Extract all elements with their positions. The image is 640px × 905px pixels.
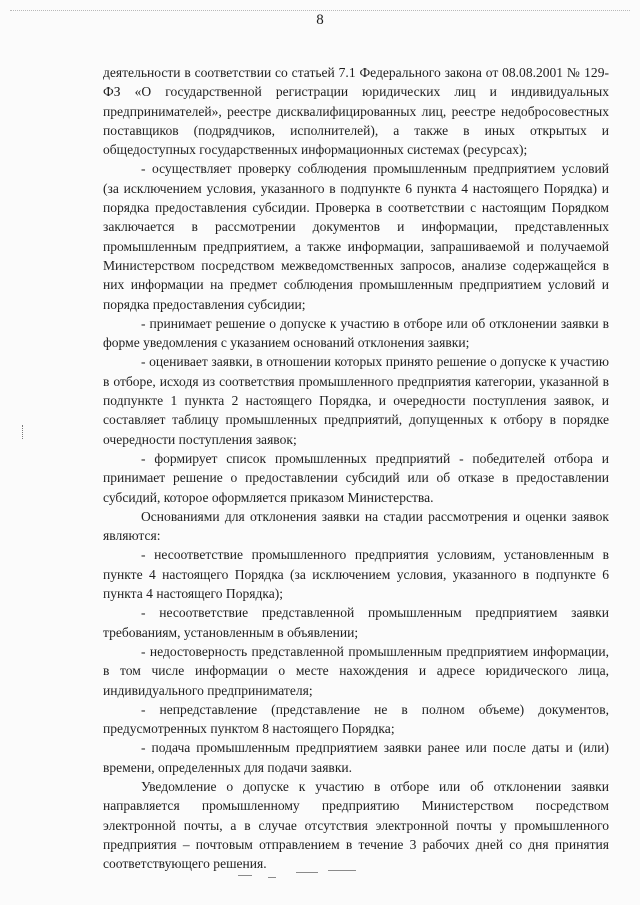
paragraph-notification: Уведомление о допуске к участию в отборе или об отклонении заявки направляется промышленному предприятию Министерством посредством электронной почты, а в случае отсутствия электронной почты у промышленного предприятия – почтовым отправлением в течение 3 рабочих дней со дня принятия соответствующего решения. xyxy=(103,778,609,872)
paragraph-continuation: деятельности в соответствии со статьей 7.1 Федерального закона от 08.08.2001 № 129-ФЗ «О государственной регистрации юридических лиц и индивидуальных предпринимателей», реестре дисквалифицированных лиц, реестре недобросовестных поставщиков (подрядчиков, исполнителей), а также в иных открытых и общедоступных государственных информационных системах (ресурсах); xyxy=(103,65,609,158)
page-number: 8 xyxy=(316,12,324,28)
margin-scan-mark xyxy=(22,425,27,439)
paragraph-bullet-verification: - осуществляет проверку соблюдения промышленным предприятием условий (за исключением условия, указанного в подпункте 6 пункта 4 настоящего Порядка) и порядка предоставления субсидии. Проверка в соответствии с настоящим Порядком заключается в рассмотрении документов и информации, представленных промышленным предприятием, а также информации, запрашиваемой и получаемой Министерством посредством межведомственных запросов, анализе содержащейся в них информации на предмет соблюдения промышленным предприятием условий и порядка предоставления субсидии; xyxy=(103,161,609,312)
paragraph-ground-submission-time: - подача промышленным предприятием заявки ранее или после даты и (или) времени, определенных для подачи заявки. xyxy=(103,740,609,775)
paragraph-ground-missing-documents: - непредставление (представление не в полном объеме) документов, предусмотренных пунктом 8 настоящего Порядка; xyxy=(103,701,609,737)
paragraph-bullet-evaluation: - оценивает заявки, в отношении которых принято решение о допуске к участию в отборе, исходя из соответствия промышленного предприятия категории, указанной в подпункте 1 пункта 2 настоящего Порядка, и очередности поступления заявок, и составляет таблицу промышленных предприятий, допущенных к отбору в порядке очередности поступления заявок; xyxy=(103,354,609,447)
paragraph-bullet-admission-decision: - принимает решение о допуске к участию в отборе или об отклонении заявки в форме уведомления с указанием оснований отклонения заявки; xyxy=(103,315,609,351)
paragraph-bullet-winners-list: - формирует список промышленных предприятий - победителей отбора и принимает решение о предоставлении субсидий или об отказе в предоставлении субсидий, которое оформляется приказом Министерства. xyxy=(103,450,609,505)
document-body xyxy=(103,63,609,873)
paragraph-ground-unreliable-info: - недостоверность представленной промышленным предприятием информации, в том числе информации о месте нахождения и адресе юридического лица, индивидуального предпринимателя; xyxy=(103,643,609,698)
paragraph-ground-requirements: - несоответствие представленной промышленным предприятием заявки требованиям, установленным в объявлении; xyxy=(103,605,609,640)
paragraph-ground-conditions: - несоответствие промышленного предприятия условиям, установленным в пункте 4 настоящего Порядка (за исключением условия, указанного в подпункте 6 пункта 4 настоящего Порядка); xyxy=(103,547,609,602)
scan-artifact-bottom xyxy=(238,868,368,880)
paragraph-rejection-grounds-intro: Основаниями для отклонения заявки на стадии рассмотрения и оценки заявок являются: xyxy=(103,508,609,544)
